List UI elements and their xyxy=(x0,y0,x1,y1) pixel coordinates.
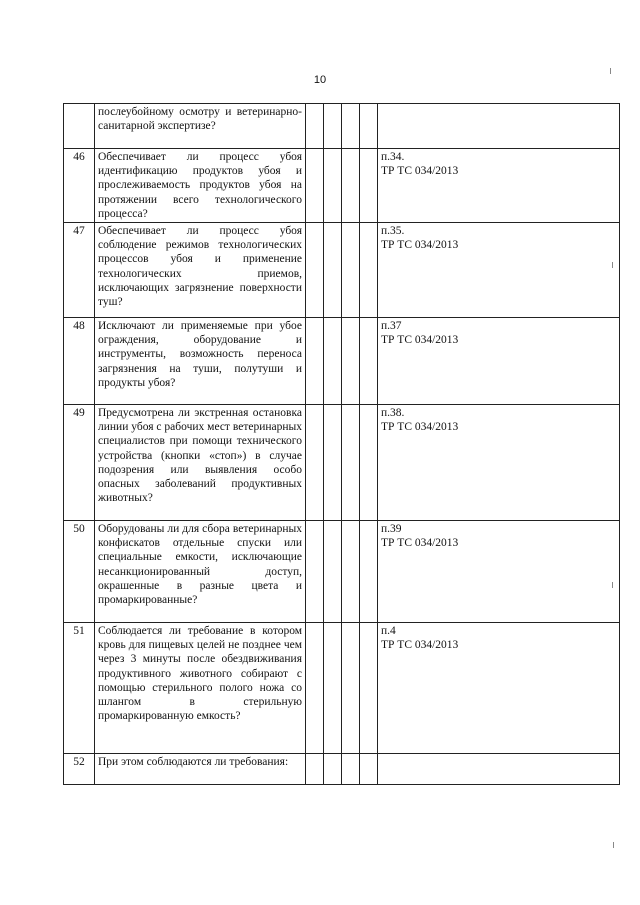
table-row xyxy=(64,754,620,785)
answer-cell xyxy=(324,318,342,405)
table-row xyxy=(64,104,620,149)
answer-cell xyxy=(324,149,342,223)
answer-cell xyxy=(306,521,324,623)
answer-cell xyxy=(360,754,378,785)
question-text: Оборудованы ли для сбора ветеринарных конфискатов отдельные спуски или специальные емкости, исключающие несанкционированный доступ, окрашенные в разные цвета и промаркированные? xyxy=(95,521,306,623)
answer-cell xyxy=(324,521,342,623)
checklist-table xyxy=(63,103,620,785)
answer-cell xyxy=(342,318,360,405)
table-row xyxy=(64,405,620,521)
answer-cell xyxy=(324,223,342,318)
row-number: 47 xyxy=(64,223,95,318)
reference-cell xyxy=(378,104,620,149)
scan-mark xyxy=(612,582,613,588)
reference-document: ТР ТС 034/2013 xyxy=(381,165,459,178)
answer-cell xyxy=(342,223,360,318)
question-text: Исключают ли применяемые при убое ограждения, оборудование и инструменты, возможность переноса загрязнения на туши, полутуши и продукты убоя? xyxy=(95,318,306,405)
reference-document: ТР ТС 034/2013 xyxy=(381,239,459,252)
answer-cell xyxy=(324,623,342,754)
answer-cell xyxy=(360,405,378,521)
answer-cell xyxy=(342,754,360,785)
reference-point: п.37 xyxy=(381,320,402,333)
answer-cell xyxy=(306,318,324,405)
answer-cell xyxy=(360,104,378,149)
table-row xyxy=(64,223,620,318)
answer-cell xyxy=(324,754,342,785)
answer-cell xyxy=(342,521,360,623)
question-text: Соблюдается ли требование в котором кровь для пищевых целей не позднее чем через 3 минуты после обездвиживания продуктивного животного собирают с помощью стерильного полого ножа со шлангом в стерильную промаркированную емкость? xyxy=(95,623,306,754)
row-number: 50 xyxy=(64,521,95,623)
answer-cell xyxy=(306,754,324,785)
page-number: 10 xyxy=(313,74,327,86)
scan-mark xyxy=(612,262,613,268)
row-number: 52 xyxy=(64,754,95,785)
scan-mark xyxy=(610,68,611,74)
answer-cell xyxy=(342,149,360,223)
question-text: послеубойному осмотру и ветеринарно-санитарной экспертизе? xyxy=(95,104,306,149)
reference-cell xyxy=(378,405,620,521)
table-row xyxy=(64,521,620,623)
reference-cell xyxy=(378,754,620,785)
reference-document: ТР ТС 034/2013 xyxy=(381,537,459,550)
reference-cell xyxy=(378,623,620,754)
table-row xyxy=(64,149,620,223)
reference-document: ТР ТС 034/2013 xyxy=(381,421,459,434)
answer-cell xyxy=(306,104,324,149)
answer-cell xyxy=(306,223,324,318)
scan-mark xyxy=(613,842,614,848)
row-number: 48 xyxy=(64,318,95,405)
row-number xyxy=(64,104,95,149)
answer-cell xyxy=(306,405,324,521)
reference-cell xyxy=(378,318,620,405)
reference-cell xyxy=(378,521,620,623)
answer-cell xyxy=(324,405,342,521)
reference-point: п.39 xyxy=(381,523,402,536)
answer-cell xyxy=(360,521,378,623)
question-text: При этом соблюдаются ли требования: xyxy=(95,754,306,785)
row-number: 49 xyxy=(64,405,95,521)
answer-cell xyxy=(342,623,360,754)
answer-cell xyxy=(342,405,360,521)
table-row xyxy=(64,623,620,754)
reference-cell xyxy=(378,149,620,223)
question-text: Обеспечивает ли процесс убоя соблюдение режимов технологических процессов убоя и применение технологических приемов, исключающих загрязнение поверхности туш? xyxy=(95,223,306,318)
reference-document: ТР ТС 034/2013 xyxy=(381,334,459,347)
table-row xyxy=(64,318,620,405)
reference-point: п.4 xyxy=(381,625,396,638)
answer-cell xyxy=(360,149,378,223)
reference-cell xyxy=(378,223,620,318)
reference-point: п.38. xyxy=(381,407,405,420)
reference-point: п.35. xyxy=(381,225,405,238)
answer-cell xyxy=(360,318,378,405)
row-number: 51 xyxy=(64,623,95,754)
reference-point: п.34. xyxy=(381,151,405,163)
answer-cell xyxy=(342,104,360,149)
question-text: Обеспечивает ли процесс убоя идентификацию продуктов убоя и прослеживаемость продуктов убоя на протяжении всего технологического процесса? xyxy=(95,149,306,223)
row-number: 46 xyxy=(64,149,95,223)
answer-cell xyxy=(306,623,324,754)
answer-cell xyxy=(324,104,342,149)
reference-document: ТР ТС 034/2013 xyxy=(381,639,459,652)
answer-cell xyxy=(360,223,378,318)
question-text: Предусмотрена ли экстренная остановка линии убоя с рабочих мест ветеринарных специалистов при помощи технического устройства (кнопки «стоп») в случае подозрения или выявления особо опасных заболеваний продуктивных животных? xyxy=(95,405,306,521)
answer-cell xyxy=(360,623,378,754)
answer-cell xyxy=(306,149,324,223)
